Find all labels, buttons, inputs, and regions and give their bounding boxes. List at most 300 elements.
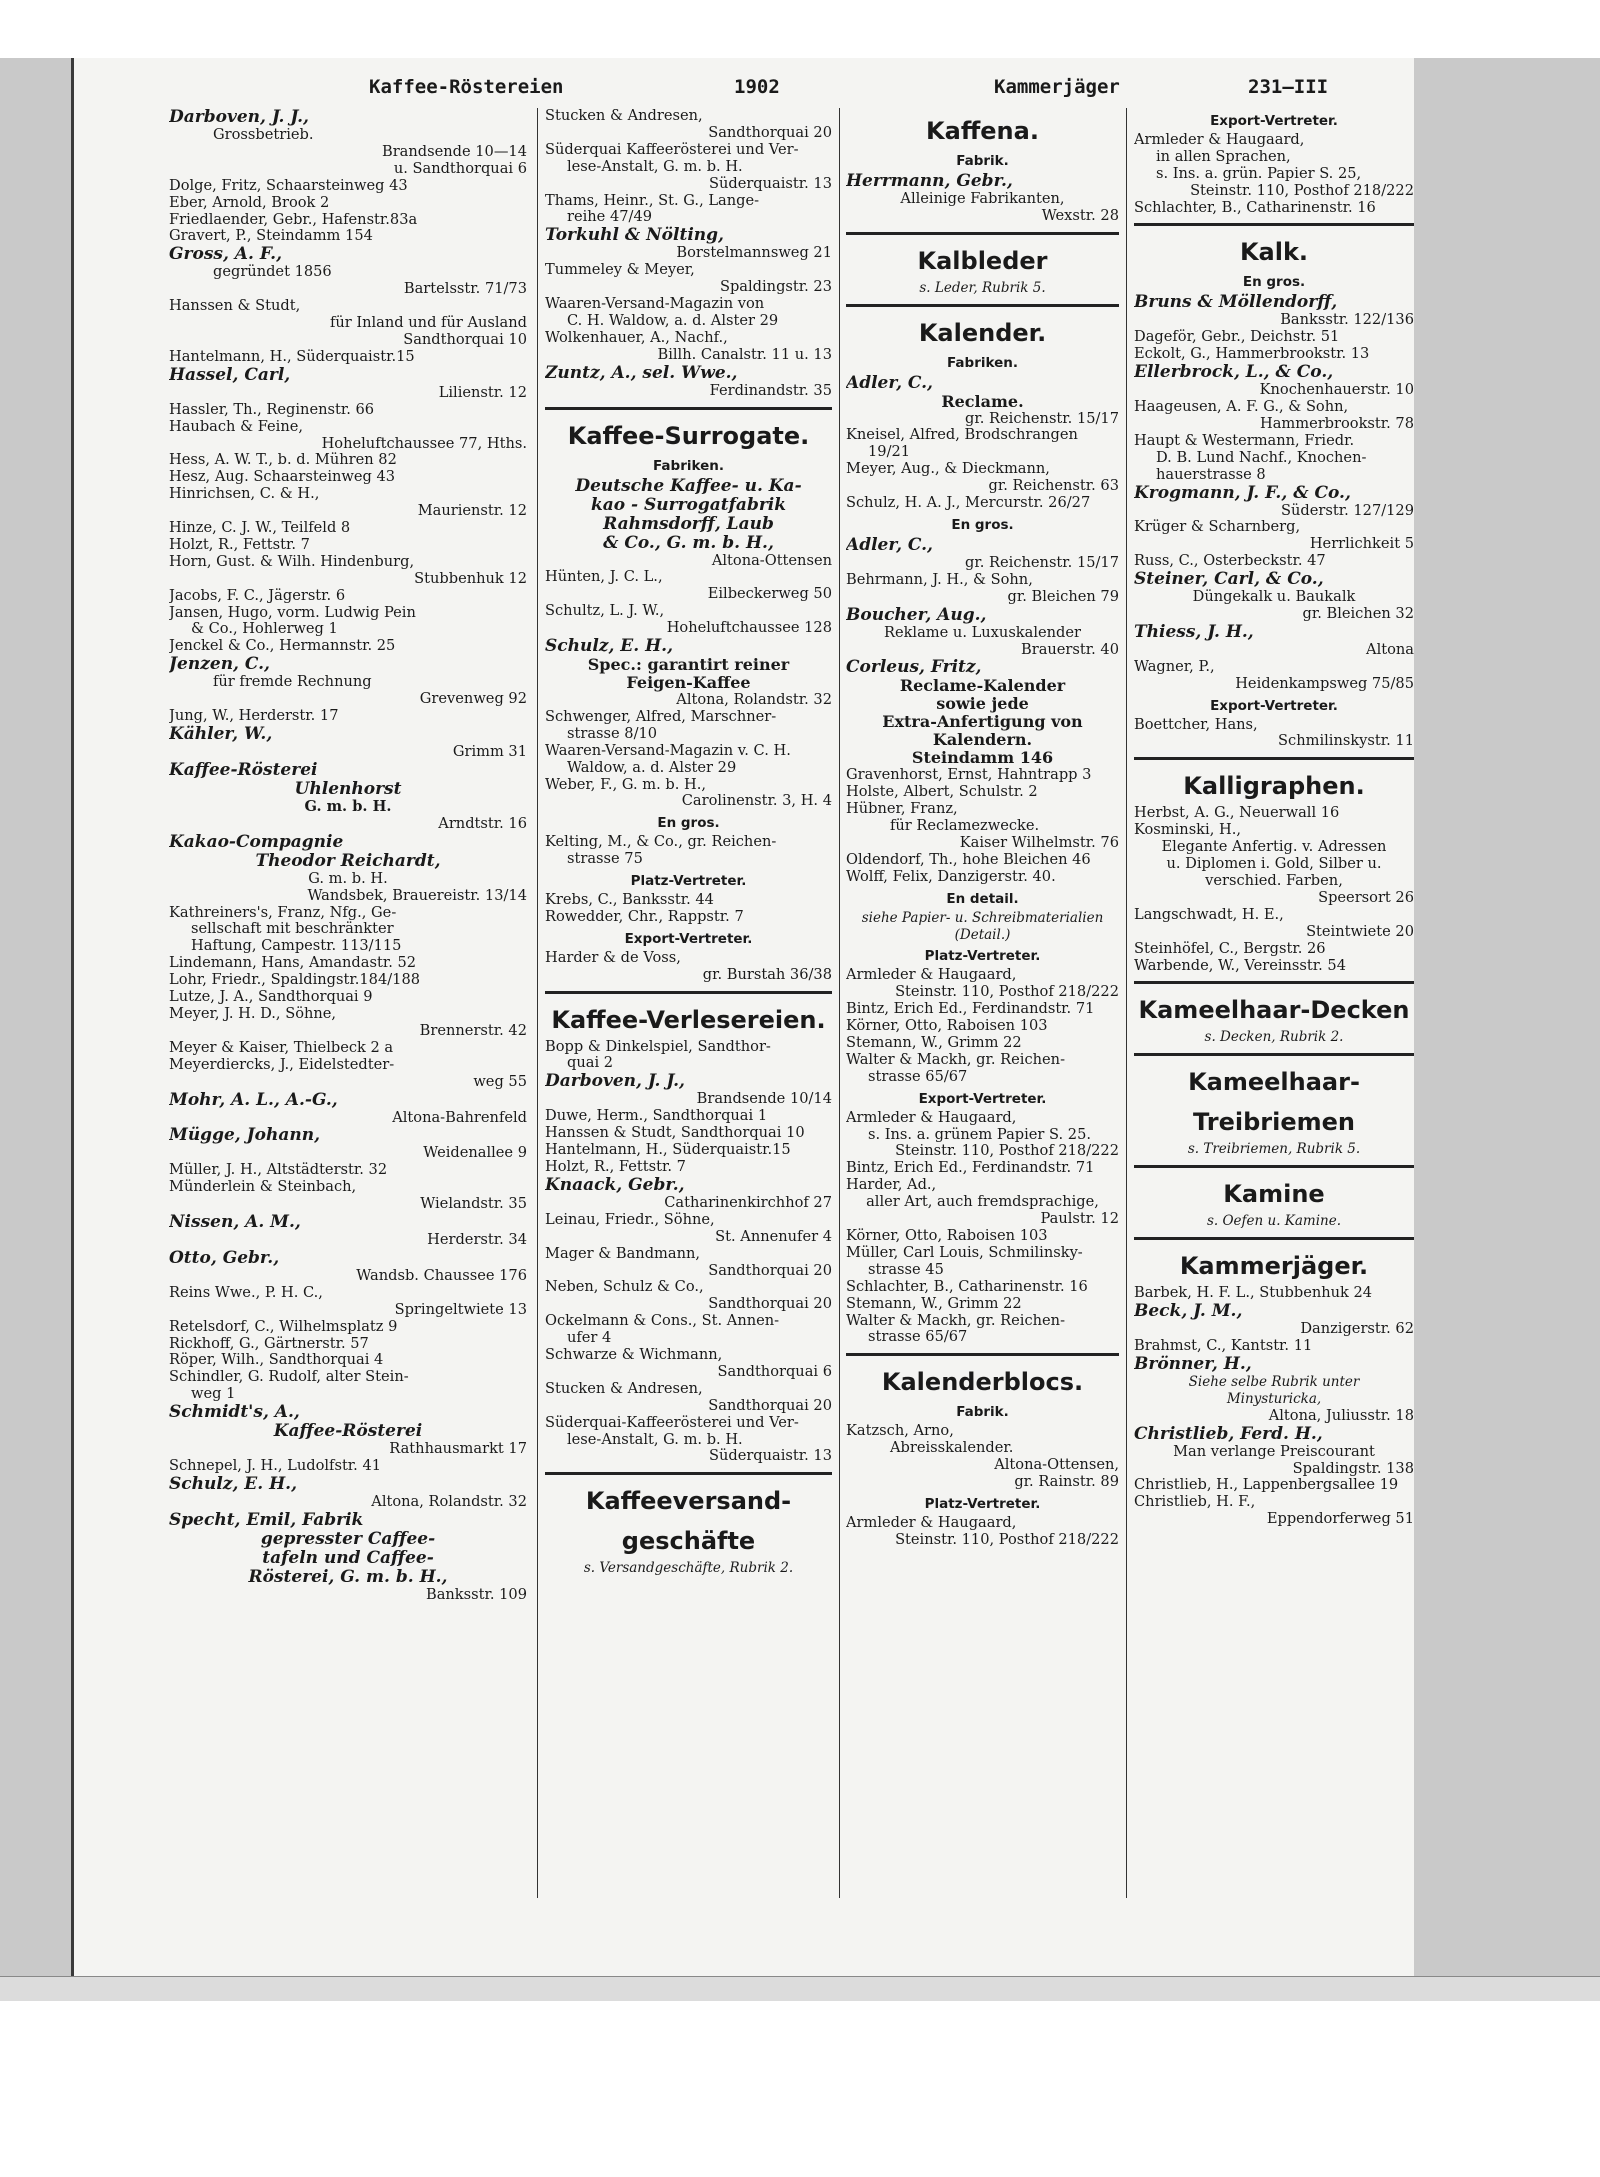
- entry-line: Hübner, Franz,: [846, 801, 958, 818]
- entry-address: Eppendorferweg 51: [1266, 1511, 1414, 1528]
- entry-address: Arndtstr. 16: [438, 815, 527, 832]
- firm-name: Herrmann, Gebr.,: [846, 171, 1013, 191]
- entry-line: Dageför, Gebr., Deichstr. 51: [1134, 329, 1340, 346]
- entry-note: G. m. b. H.: [304, 798, 392, 815]
- firm-name: gepresster Caffee-: [260, 1529, 436, 1549]
- section-rule: [545, 1472, 832, 1475]
- entry-continuation: sellschaft mit beschränkter: [191, 921, 394, 938]
- subsection-label: Platz-Vertreter.: [630, 873, 747, 890]
- firm-name: Kakao-Compagnie: [169, 832, 344, 852]
- entry-address: Altona, Rolandstr. 32: [676, 692, 832, 709]
- entry-line: Hesz, Aug. Schaarsteinweg 43: [169, 469, 396, 486]
- subsection-label: Export-Vertreter.: [624, 930, 753, 947]
- entry-continuation: lese-Anstalt, G. m. b. H.: [567, 158, 743, 175]
- subsection-label: Export-Vertreter.: [918, 1090, 1047, 1107]
- firm-name: Brönner, H.,: [1134, 1354, 1252, 1374]
- entry-line: Kosminski, H.,: [1134, 822, 1241, 839]
- firm-name: Specht, Emil, Fabrik: [169, 1510, 364, 1530]
- entry-line: Tummeley & Meyer,: [545, 262, 695, 279]
- entry-line: Jenckel & Co., Hermannstr. 25: [169, 638, 396, 655]
- entry-line: Hanssen & Studt, Sandthorquai 10: [545, 1125, 805, 1142]
- advert-line: Spec.: garantirt reiner: [587, 656, 790, 675]
- column-3: [846, 108, 1119, 1549]
- entry-line: Boettcher, Hans,: [1134, 716, 1258, 733]
- entry-line: Brahmst, C., Kantstr. 11: [1134, 1337, 1313, 1354]
- entry-line: Süderquai-Kaffeerösterei und Ver-: [545, 1414, 799, 1431]
- firm-name: Nissen, A. M.,: [169, 1213, 301, 1233]
- column-divider: [1126, 108, 1127, 1898]
- cross-reference: Minysturicka,: [1226, 1390, 1322, 1407]
- entry-address: Borstelmannsweg 21: [676, 245, 832, 262]
- entry-address: Rathhausmarkt 17: [389, 1441, 527, 1458]
- entry-continuation: s. Ins. a. grünem Papier S. 25.: [868, 1126, 1091, 1143]
- section-heading: Kameelhaar-Decken: [1138, 996, 1410, 1025]
- entry-address: Sandthorquai 20: [708, 1296, 832, 1313]
- entry-address: Süderquaistr. 13: [708, 1448, 832, 1465]
- entry-line: Stucken & Andresen,: [545, 108, 703, 124]
- column-divider: [839, 108, 840, 1898]
- entry-continuation: 19/21: [868, 444, 911, 461]
- firm-name: Adler, C.,: [846, 373, 933, 393]
- entry-address: Altona, Juliusstr. 18: [1268, 1407, 1414, 1424]
- entry-line: Lohr, Friedr., Spaldingstr.184/188: [169, 972, 421, 989]
- entry-continuation: C. H. Waldow, a. d. Alster 29: [567, 312, 779, 329]
- entry-address: Weidenallee 9: [423, 1145, 527, 1162]
- cross-reference: s. Leder, Rubrik 5.: [919, 279, 1046, 296]
- entry-address: Springeltwiete 13: [394, 1301, 527, 1318]
- advert-line: sowie jede: [936, 695, 1029, 714]
- entry-line: Waaren-Versand-Magazin von: [545, 296, 765, 313]
- entry-continuation: strasse 8/10: [567, 725, 658, 742]
- advert-line: Kalendern.: [932, 731, 1033, 750]
- entry-line: Hantelmann, H., Süderquaistr.15: [169, 348, 415, 365]
- entry-continuation: in allen Sprachen,: [1156, 148, 1291, 165]
- entry-address: gr. Reichenstr. 15/17: [965, 410, 1119, 427]
- subsection-label: Fabriken.: [946, 354, 1018, 371]
- entry-line: Hinze, C. J. W., Teilfeld 8: [169, 520, 351, 537]
- entry-line: Gravert, P., Steindamm 154: [169, 228, 373, 245]
- directory-page: [74, 58, 1414, 2000]
- entry-address: Grevenweg 92: [419, 691, 527, 708]
- entry-line: Krüger & Scharnberg,: [1134, 519, 1301, 536]
- column-1: [169, 108, 527, 1604]
- cross-reference: (Detail.): [954, 926, 1011, 943]
- subsection-label: Export-Vertreter.: [1210, 697, 1338, 714]
- subsection-label: Export-Vertreter.: [1210, 113, 1338, 129]
- entry-continuation: für fremde Rechnung: [213, 674, 372, 691]
- firm-name: Rösterei, G. m. b. H.,: [248, 1567, 448, 1587]
- entry-address: Carolinenstr. 3, H. 4: [681, 793, 832, 810]
- entry-line: Armleder & Haugaard,: [846, 1514, 1017, 1531]
- section-heading: Kaffee-Verlesereien.: [551, 1005, 826, 1034]
- entry-line: Hess, A. W. T., b. d. Mühren 82: [169, 452, 397, 469]
- entry-address: Speersort 26: [1318, 889, 1414, 906]
- entry-note: Alleinige Fabrikanten,: [900, 190, 1065, 207]
- entry-line: Harder, Ad.,: [846, 1177, 937, 1194]
- firm-name: Knaack, Gebr.,: [545, 1175, 685, 1195]
- entry-line: Leinau, Friedr., Söhne,: [545, 1211, 715, 1228]
- entry-continuation: reihe 47/49: [567, 209, 653, 226]
- entry-address: Sandthorquai 20: [708, 1397, 832, 1414]
- entry-line: Haageusen, A. F. G., & Sohn,: [1134, 398, 1349, 415]
- entry-address: Herrlichkeit 5: [1309, 536, 1414, 553]
- entry-address: Spaldingstr. 23: [719, 279, 832, 296]
- entry-line: Oldendorf, Th., hohe Bleichen 46: [846, 851, 1091, 868]
- column-divider: [537, 108, 538, 1898]
- entry-address: Heidenkampsweg 75/85: [1235, 675, 1414, 692]
- entry-address: Brandsende 10/14: [696, 1091, 832, 1108]
- column-2: [545, 108, 832, 1577]
- entry-address: Banksstr. 122/136: [1280, 312, 1414, 329]
- entry-address: Altona-Bahrenfeld: [392, 1109, 527, 1126]
- firm-name: Darboven, J. J.,: [169, 108, 309, 127]
- firm-name: Theodor Reichardt,: [255, 851, 441, 871]
- advert-line: Steindamm 146: [911, 749, 1054, 768]
- entry-address: Altona: [1366, 641, 1414, 658]
- firm-name: Kaffee-Rösterei: [273, 1422, 423, 1442]
- entry-line: Schwenger, Alfred, Marschner-: [545, 708, 777, 725]
- entry-continuation: Abreisskalender.: [890, 1440, 1014, 1457]
- subsection-label: Platz-Vertreter.: [924, 948, 1041, 965]
- entry-address: Lilienstr. 12: [438, 384, 527, 401]
- entry-continuation: strasse 75: [567, 851, 643, 868]
- entry-continuation: hauerstrasse 8: [1156, 466, 1266, 483]
- entry-address: gr. Bleichen 79: [1007, 588, 1119, 605]
- section-rule: [545, 407, 832, 410]
- entry-line: Armleder & Haugaard,: [846, 967, 1017, 984]
- entry-line: Ockelmann & Cons., St. Annen-: [545, 1313, 780, 1330]
- entry-address: u. Sandthorquai 6: [393, 160, 527, 177]
- entry-note: u. Diplomen i. Gold, Silber u.: [1166, 856, 1382, 873]
- firm-name: Kähler, W.,: [169, 725, 273, 744]
- running-head-left: Kaffee-Röstereien: [369, 76, 564, 98]
- section-heading: Kameelhaar-: [1188, 1068, 1360, 1097]
- firm-name: Schmidt's, A.,: [169, 1403, 300, 1423]
- section-rule: [545, 991, 832, 994]
- entry-note: Elegante Anfertig. v. Adressen: [1161, 839, 1387, 856]
- entry-line: Hantelmann, H., Süderquaistr.15: [545, 1142, 791, 1159]
- entry-address: Wandsbek, Brauereistr. 13/14: [307, 887, 527, 904]
- entry-note: aller Art, auch fremdsprachige,: [866, 1194, 1099, 1211]
- entry-address: gr. Bleichen 32: [1302, 606, 1414, 623]
- entry-address: Steinstr. 110, Posthof 218/222: [895, 1531, 1119, 1548]
- entry-line: Hünten, J. C. L.,: [545, 569, 663, 586]
- entry-line: Meyer, J. H. D., Söhne,: [169, 1005, 337, 1022]
- entry-line: Müller, J. H., Altstädterstr. 32: [169, 1162, 388, 1179]
- cross-reference: s. Treibriemen, Rubrik 5.: [1187, 1141, 1361, 1158]
- entry-line: Schultz, L. J. W.,: [545, 603, 665, 620]
- entry-continuation: lese-Anstalt, G. m. b. H.: [567, 1431, 743, 1448]
- entry-line: Schlachter, B., Catharinenstr. 16: [1134, 199, 1376, 216]
- entry-line: Holste, Albert, Schulstr. 2: [846, 784, 1038, 801]
- firm-name: Kaffee-Rösterei: [169, 760, 318, 780]
- entry-continuation: strasse 45: [868, 1261, 944, 1278]
- entry-address: Danzigerstr. 62: [1300, 1321, 1414, 1338]
- firm-name: Uhlenhorst: [294, 779, 402, 799]
- entry-address: gr. Reichenstr. 15/17: [965, 554, 1119, 571]
- entry-address: Altona-Ottensen: [711, 552, 832, 569]
- advert-line: Reclame-Kalender: [899, 677, 1066, 696]
- entry-line: Rickhoff, G., Gärtnerstr. 57: [169, 1335, 369, 1352]
- entry-line: Krebs, C., Banksstr. 44: [545, 892, 714, 908]
- firm-name: Steiner, Carl, & Co.,: [1134, 570, 1324, 590]
- section-heading: Kaffee-Surrogate.: [567, 421, 810, 450]
- section-rule: [846, 1353, 1119, 1356]
- firm-name: Otto, Gebr.,: [169, 1248, 280, 1268]
- entry-line: Jansen, Hugo, vorm. Ludwig Pein: [169, 604, 416, 621]
- entry-line: Süderquai Kaffeerösterei und Ver-: [545, 141, 799, 158]
- entry-line: Eber, Arnold, Brook 2: [169, 194, 330, 211]
- scanner-bottom-strip: [0, 1976, 1600, 2001]
- entry-note: verschied. Farben,: [1205, 873, 1343, 889]
- section-rule: [1134, 757, 1414, 760]
- entry-line: Stemann, W., Grimm 22: [846, 1035, 1022, 1051]
- firm-name: Adler, C.,: [846, 535, 933, 555]
- entry-line: Kathreiners's, Franz, Nfg., Ge-: [169, 904, 397, 921]
- entry-address: Stubbenhuk 12: [414, 570, 527, 587]
- entry-line: Waaren-Versand-Magazin v. C. H.: [545, 742, 791, 759]
- entry-address: für Inland und für Ausland: [329, 315, 527, 332]
- section-heading: Kamine: [1223, 1180, 1325, 1209]
- entry-address: Wielandstr. 35: [420, 1196, 527, 1213]
- firm-name: Darboven, J. J.,: [545, 1072, 685, 1092]
- entry-address: Billh. Canalstr. 11 u. 13: [657, 346, 832, 363]
- entry-address: Steintwiete 20: [1306, 923, 1414, 940]
- entry-line: Jacobs, F. C., Jägerstr. 6: [169, 587, 346, 604]
- entry-line: Schulz, H. A. J., Mercurstr. 26/27: [846, 495, 1091, 512]
- entry-address: Steinstr. 110, Posthof 218/222: [895, 984, 1119, 1001]
- entry-line: Meyer, Aug., & Dieckmann,: [846, 461, 1050, 478]
- entry-line: Wagner, P.,: [1134, 658, 1215, 675]
- entry-line: Warbende, W., Vereinsstr. 54: [1134, 957, 1346, 974]
- entry-line: Armleder & Haugaard,: [846, 1109, 1017, 1126]
- subsection-label: En gros.: [1242, 274, 1306, 291]
- running-head-year: 1902: [734, 76, 780, 98]
- entry-note: Reklame u. Luxuskalender: [883, 624, 1082, 641]
- entry-line: Dolge, Fritz, Schaarsteinweg 43: [169, 177, 408, 194]
- entry-address: Eilbeckerweg 50: [707, 586, 832, 603]
- entry-address: Altona-Ottensen,: [994, 1457, 1119, 1474]
- entry-line: Hassler, Th., Reginenstr. 66: [169, 401, 375, 418]
- entry-address: Hoheluftchaussee 128: [666, 620, 832, 637]
- firm-name: Corleus, Fritz,: [846, 658, 982, 678]
- entry-address: Brauerstr. 40: [1021, 641, 1119, 658]
- entry-continuation: gegründet 1856: [213, 264, 332, 281]
- entry-line: Steinhöfel, C., Bergstr. 26: [1134, 940, 1326, 957]
- entry-address: Ferdinandstr. 35: [709, 382, 832, 399]
- firm-name: tafeln und Caffee-: [262, 1548, 434, 1568]
- entry-address: Brandsende 10—14: [381, 143, 527, 160]
- section-heading: Kalligraphen.: [1183, 772, 1365, 801]
- entry-line: Hanssen & Studt,: [169, 298, 301, 315]
- entry-line: Jung, W., Herderstr. 17: [169, 708, 339, 725]
- entry-line: Neben, Schulz & Co.,: [545, 1279, 704, 1296]
- section-rule: [846, 232, 1119, 235]
- advert-line: Extra-Anfertigung von: [882, 713, 1083, 732]
- entry-address: Hammerbrookstr. 78: [1259, 415, 1414, 432]
- entry-line: Wolkenhauer, A., Nachf.,: [545, 329, 728, 346]
- subsection-label: Fabriken.: [652, 457, 724, 474]
- entry-line: Lutze, J. A., Sandthorquai 9: [169, 989, 373, 1006]
- subsection-label: Platz-Vertreter.: [924, 1495, 1041, 1512]
- entry-line: Bintz, Erich Ed., Ferdinandstr. 71: [846, 1001, 1095, 1018]
- entry-note: Man verlange Preiscourant: [1173, 1443, 1375, 1460]
- subsection-label: Fabrik.: [956, 153, 1009, 169]
- entry-continuation: Grossbetrieb.: [213, 127, 314, 143]
- entry-line: Schindler, G. Rudolf, alter Stein-: [169, 1369, 409, 1386]
- entry-line: Christlieb, H. F.,: [1134, 1494, 1256, 1511]
- entry-address: Knochenhauerstr. 10: [1259, 382, 1414, 399]
- entry-line: Haubach & Feine,: [169, 418, 304, 435]
- entry-address: gr. Reichenstr. 63: [988, 478, 1119, 495]
- firm-name: Jenzen, C.,: [169, 655, 270, 675]
- entry-line: Bopp & Dinkelspiel, Sandthor-: [545, 1038, 771, 1055]
- entry-line: Eckolt, G., Hammerbrookstr. 13: [1134, 346, 1370, 363]
- entry-line: Langschwadt, H. E.,: [1134, 906, 1284, 923]
- entry-line: Kelting, M., & Co., gr. Reichen-: [545, 834, 777, 851]
- subsection-label: En gros.: [657, 815, 720, 832]
- firm-name: & Co., G. m. b. H.,: [603, 533, 774, 553]
- section-rule: [1134, 223, 1414, 226]
- entry-continuation: strasse 65/67: [868, 1068, 968, 1085]
- entry-line: Lindemann, Hans, Amandastr. 52: [169, 955, 417, 972]
- entry-line: Schlachter, B., Catharinenstr. 16: [846, 1278, 1088, 1295]
- entry-line: Meyer & Kaiser, Thielbeck 2 a: [169, 1039, 394, 1056]
- firm-name: kao - Surrogatfabrik: [590, 495, 787, 515]
- entry-address: weg 55: [473, 1073, 527, 1090]
- entry-line: Behrmann, J. H., & Sohn,: [846, 571, 1033, 588]
- entry-address: Catharinenkirchhof 27: [664, 1194, 832, 1211]
- firm-name: Schulz, E. H.,: [169, 1475, 297, 1494]
- entry-line: Schwarze & Wichmann,: [545, 1347, 723, 1364]
- section-heading: Kaffena.: [926, 117, 1039, 145]
- cross-reference: s. Versandgeschäfte, Rubrik 2.: [583, 1560, 794, 1577]
- firm-name: Deutsche Kaffee- u. Ka-: [575, 476, 802, 496]
- firm-name: Rahmsdorff, Laub: [603, 514, 774, 534]
- entry-address: gr. Burstah 36/38: [702, 966, 832, 983]
- firm-name: Mügge, Johann,: [169, 1126, 320, 1146]
- entry-line: Schnepel, J. H., Ludolfstr. 41: [169, 1458, 382, 1475]
- subsection-label: En detail.: [946, 890, 1019, 907]
- entry-line: Körner, Otto, Raboisen 103: [846, 1227, 1048, 1244]
- entry-line: Harder & de Voss,: [545, 949, 681, 966]
- section-rule: [1134, 1165, 1414, 1168]
- cross-reference: Siehe selbe Rubrik unter: [1188, 1373, 1360, 1390]
- firm-name: Hassel, Carl,: [169, 365, 291, 385]
- entry-continuation: für Reclamezwecke.: [890, 818, 1040, 835]
- entry-line: Bintz, Erich Ed., Ferdinandstr. 71: [846, 1160, 1095, 1177]
- firm-name: Torkuhl & Nölting,: [545, 226, 724, 246]
- advert-line: Reclame.: [941, 392, 1024, 411]
- entry-address: Grimm 31: [452, 744, 527, 760]
- entry-line: Herbst, A. G., Neuerwall 16: [1134, 805, 1340, 822]
- entry-line: Barbek, H. F. L., Stubbenhuk 24: [1134, 1285, 1373, 1302]
- entry-address: Paulstr. 12: [1040, 1211, 1119, 1228]
- firm-name: Gross, A. F.,: [169, 245, 283, 265]
- entry-address: gr. Rainstr. 89: [1014, 1473, 1119, 1490]
- firm-name: Bruns & Möllendorff,: [1134, 293, 1338, 313]
- entry-line: Retelsdorf, C., Wilhelmsplatz 9: [169, 1318, 398, 1335]
- entry-address: Süderquaistr. 13: [708, 175, 832, 192]
- entry-line: Kneisel, Alfred, Brodschrangen: [846, 427, 1078, 444]
- entry-address: Steinstr. 110, Posthof 218/222: [895, 1143, 1119, 1160]
- entry-note: Düngekalk u. Baukalk: [1192, 589, 1356, 606]
- entry-address: Wandsb. Chaussee 176: [356, 1267, 527, 1284]
- page-number: 231—III: [1248, 76, 1329, 98]
- firm-name: Schulz, E. H.,: [545, 637, 673, 657]
- section-heading: Treibriemen: [1193, 1108, 1355, 1137]
- entry-address: Maurienstr. 12: [417, 503, 527, 520]
- firm-name: Christlieb, Ferd. H.,: [1134, 1424, 1323, 1444]
- section-heading: Kammerjäger.: [1179, 1252, 1369, 1281]
- section-rule: [1134, 1053, 1414, 1056]
- section-rule: [846, 304, 1119, 307]
- section-heading: geschäfte: [621, 1527, 756, 1556]
- column-4: [1134, 108, 1414, 1528]
- section-heading: Kalenderblocs.: [881, 1368, 1084, 1397]
- advert-line: Feigen-Kaffee: [626, 674, 751, 693]
- entry-line: Horn, Gust. & Wilh. Hindenburg,: [169, 553, 415, 570]
- scan-background: [0, 58, 1600, 2000]
- running-head-right: Kammerjäger: [994, 76, 1120, 98]
- entry-continuation: strasse 65/67: [868, 1329, 968, 1346]
- firm-name: Ellerbrock, L., & Co.,: [1134, 363, 1334, 383]
- entry-address: Sandthorquai 20: [708, 1262, 832, 1279]
- entry-address: Altona, Rolandstr. 32: [371, 1494, 527, 1510]
- entry-line: Weber, F., G. m. b. H.,: [545, 776, 706, 793]
- entry-line: Rowedder, Chr., Rappstr. 7: [545, 908, 744, 925]
- entry-continuation: quai 2: [567, 1055, 614, 1072]
- entry-line: Christlieb, H., Lappenbergsallee 19: [1134, 1477, 1399, 1494]
- section-heading: Kalender.: [918, 318, 1047, 347]
- subsection-label: En gros.: [951, 516, 1014, 533]
- entry-address: Süderstr. 127/129: [1281, 502, 1414, 519]
- section-rule: [1134, 1237, 1414, 1240]
- entry-address: Kaiser Wilhelmstr. 76: [959, 835, 1119, 852]
- entry-line: Stemann, W., Grimm 22: [846, 1295, 1022, 1312]
- firm-name: Boucher, Aug.,: [846, 605, 987, 625]
- entry-continuation: Haftung, Campestr. 113/115: [191, 938, 402, 955]
- entry-continuation: & Co., Hohlerweg 1: [191, 621, 338, 638]
- firm-name: Krogmann, J. F., & Co.,: [1134, 483, 1351, 503]
- firm-name: Zuntz, A., sel. Wwe.,: [545, 363, 738, 383]
- entry-line: Russ, C., Osterbeckstr. 47: [1134, 553, 1326, 570]
- cross-reference: s. Oefen u. Kamine.: [1206, 1213, 1342, 1230]
- entry-line: Röper, Wilh., Sandthorquai 4: [169, 1352, 384, 1369]
- firm-name: Mohr, A. L., A.-G.,: [169, 1090, 338, 1110]
- entry-continuation: ufer 4: [567, 1330, 612, 1347]
- section-rule: [1134, 981, 1414, 984]
- entry-line: Müller, Carl Louis, Schmilinsky-: [846, 1244, 1083, 1261]
- entry-address: Brennerstr. 42: [419, 1022, 527, 1039]
- entry-line: Meyerdiercks, J., Eidelstedter-: [169, 1056, 395, 1073]
- entry-line: Walter & Mackh, gr. Reichen-: [846, 1051, 1066, 1068]
- entry-address: Wexstr. 28: [1041, 207, 1119, 224]
- entry-line: Wolff, Felix, Danzigerstr. 40.: [846, 868, 1056, 885]
- entry-line: Armleder & Haugaard,: [1134, 131, 1305, 148]
- entry-line: Mager & Bandmann,: [545, 1245, 701, 1262]
- cross-reference: siehe Papier- u. Schreibmaterialien: [861, 909, 1104, 926]
- entry-address: Banksstr. 109: [425, 1586, 527, 1603]
- entry-line: Haupt & Westermann, Friedr.: [1134, 432, 1355, 449]
- entry-address: Sandthorquai 20: [708, 124, 832, 141]
- entry-address: Bartelsstr. 71/73: [403, 281, 527, 298]
- entry-address: Hoheluftchaussee 77, Hths.: [321, 435, 527, 452]
- firm-name: Thiess, J. H.,: [1134, 622, 1254, 642]
- entry-address: Steinstr. 110, Posthof 218/222: [1190, 182, 1414, 199]
- entry-continuation: D. B. Lund Nachf., Knochen-: [1156, 449, 1367, 466]
- entry-continuation: s. Ins. a. grün. Papier S. 25,: [1156, 165, 1362, 182]
